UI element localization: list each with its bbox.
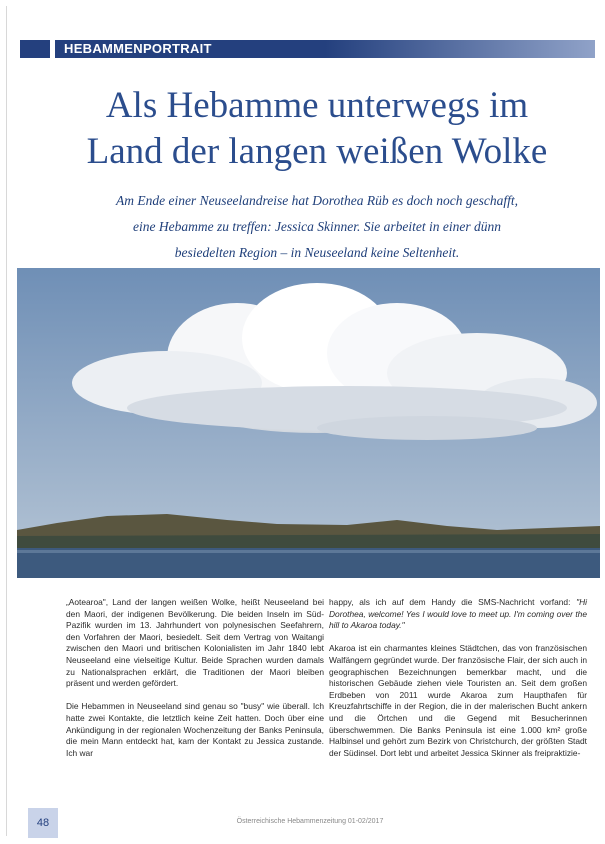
- publication-footer: Österreichische Hebammenzeitung 01-02/2017: [236, 818, 384, 825]
- sms-quote: "Hi Dorothea, welcome! Yes I would love to meet up. I'm coming over the hill to Akaroa today.": [329, 597, 587, 631]
- body-column-left: [66, 597, 324, 771]
- water-highlight: [17, 550, 600, 553]
- paragraph: Akaroa ist ein charmantes kleines Städtchen, das von französischen Walfängern gegründet wurde. Der französische Flair, der sich auch in geographischen Bezeichnungen bemerkbar macht, und die historischen Gebäude ziehen viele Touristen an. Seit dem großen Erdbeben von 2011 wurde Akaroa zum Haupthafen für Kreuzfahrtschiffe in der Region, die in der malerischen Bucht ankern und die Örtchen und die Gegend mit Besucherinnen überschwemmen. Die Banks Peninsula ist eine 1.000 km² große Halbinsel und gehört zum Bezirk von Christchurch, der größten Stadt der Südinsel. Dort lebt und arbeitet Jessica Skinner als freipraktizie-: [329, 643, 587, 758]
- lead-line-3: besiedelten Region – in Neuseeland keine Seltenheit.: [174, 245, 460, 260]
- paragraph: Die Hebammen in Neuseeland sind genau so "busy" wie überall. Ich hatte zwei Kontakte, die letztlich keine Zeit hatten. Doch über eine Ankündigung in der regionalen Wochenzeitung der Banks Peninsula, die mein Mann entdeckt hat, kam der Kontakt zu Jessica zustande. Ich war: [66, 701, 324, 758]
- section-header-band: [20, 40, 595, 58]
- cloud-over-lake-photo: [17, 268, 600, 578]
- article-title-line-1: Als Hebamme unterwegs im: [105, 85, 529, 126]
- lead-line-1: Am Ende einer Neuseelandreise hat Dorothea Rüb es doch noch geschafft,: [115, 193, 519, 208]
- shoreline: [17, 534, 600, 550]
- band-gradient: [325, 40, 595, 58]
- article-title-line-2: Land der langen weißen Wolke: [86, 131, 548, 172]
- body-column-right: [329, 597, 587, 771]
- page-number: 48: [28, 808, 58, 838]
- article-lead: [67, 188, 567, 266]
- lead-line-2: eine Hebamme zu treffen: Jessica Skinner. Sie arbeitet in einer dünn: [132, 219, 502, 234]
- paragraph: „Aotearoa", Land der langen weißen Wolke, heißt Neuseeland bei den Maori, der indigenen Bevölkerung. Die beiden Inseln im Süd-Pazifik wurden im 13. Jahrhundert von polynesischen Seefahrern, den Vorfahren der Maori, besiedelt. Seit dem Vertrag von Waitangi zwischen den Maori und britischen Kolonialisten im Jahr 1840 lebt Neuseeland eine vielseitige Kultur. Beide Sprachen wurden damals zu Nationalsprachen erklärt, die Traditionen der Maori bleiben präsent und werden gefördert.: [66, 597, 324, 689]
- section-label: HEBAMMENPORTRAIT: [64, 41, 212, 56]
- section-marker: [50, 40, 55, 58]
- paragraph: [329, 597, 587, 632]
- paragraph-text: happy, als ich auf dem Handy die SMS-Nachricht vorfand:: [329, 597, 571, 607]
- photo-illustration: [17, 268, 600, 578]
